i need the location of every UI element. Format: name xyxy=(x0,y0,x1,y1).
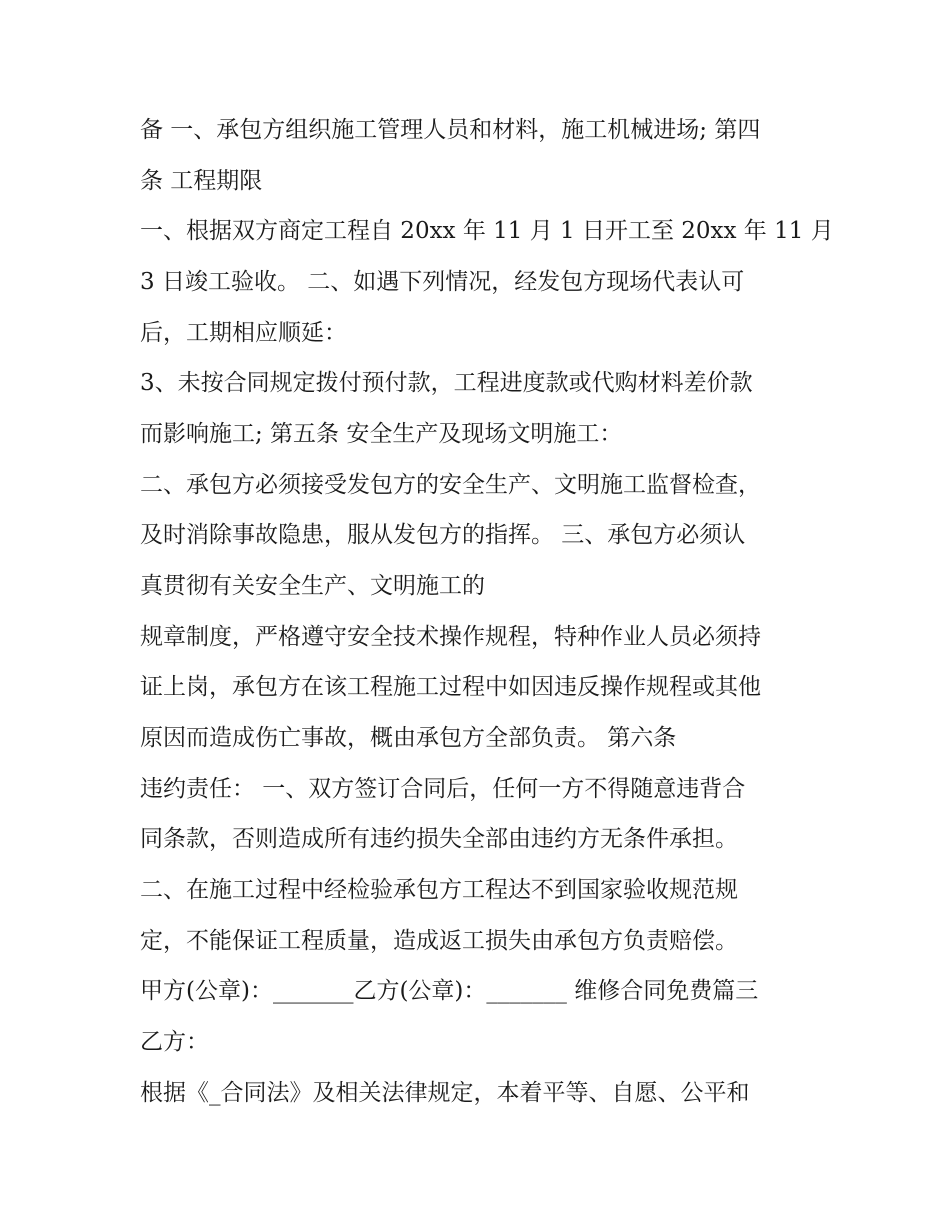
text-line: 备 一、承包方组织施工管理人员和材料，施工机械进场; 第四 xyxy=(140,117,761,143)
text-line: 根据《_合同法》及相关法律规定，本着平等、自愿、公平和 xyxy=(140,1080,750,1106)
text-line: 真贯彻有关安全生产、文明施工的 xyxy=(140,573,485,599)
text-line: 甲方(公章)：_______乙方(公章)：_______ 维修合同免费篇三 xyxy=(140,978,759,1004)
text-line: 乙方： xyxy=(140,1029,209,1055)
text-line: 规章制度，严格遵守安全技术操作规程，特种作业人员必须持 xyxy=(140,624,761,650)
text-line: 3 日竣工验收。 二、如遇下列情况，经发包方现场代表认可 xyxy=(140,269,745,295)
text-line: 证上岗，承包方在该工程施工过程中如因违反操作规程或其他 xyxy=(140,674,761,700)
text-line: 条 工程期限 xyxy=(140,168,263,194)
text-line: 违约责任： 一、双方签订合同后，任何一方不得随意违背合 xyxy=(140,776,746,802)
text-line: 同条款，否则造成所有违约损失全部由违约方无条件承担。 xyxy=(140,826,738,852)
text-line: 定，不能保证工程质量，造成返工损失由承包方负责赔偿。 xyxy=(140,928,738,954)
text-line: 及时消除事故隐患，服从发包方的指挥。 三、承包方必须认 xyxy=(140,522,746,548)
text-line: 二、承包方必须接受发包方的安全生产、文明施工监督检查， xyxy=(140,472,761,498)
text-line: 后，工期相应顺延： xyxy=(140,320,347,346)
text-line: 一、根据双方商定工程自 20xx 年 11 月 1 日开工至 20xx 年 11 月 xyxy=(140,218,834,244)
text-line: 二、在施工过程中经检验承包方工程达不到国家验收规范规 xyxy=(140,877,738,903)
text-line: 3、未按合同规定拨付预付款，工程进度款或代购材料差价款 xyxy=(140,370,753,396)
text-line: 而影响施工; 第五条 安全生产及现场文明施工： xyxy=(140,421,623,447)
text-line: 原因而造成伤亡事故，概由承包方全部负责。 第六条 xyxy=(140,725,677,751)
